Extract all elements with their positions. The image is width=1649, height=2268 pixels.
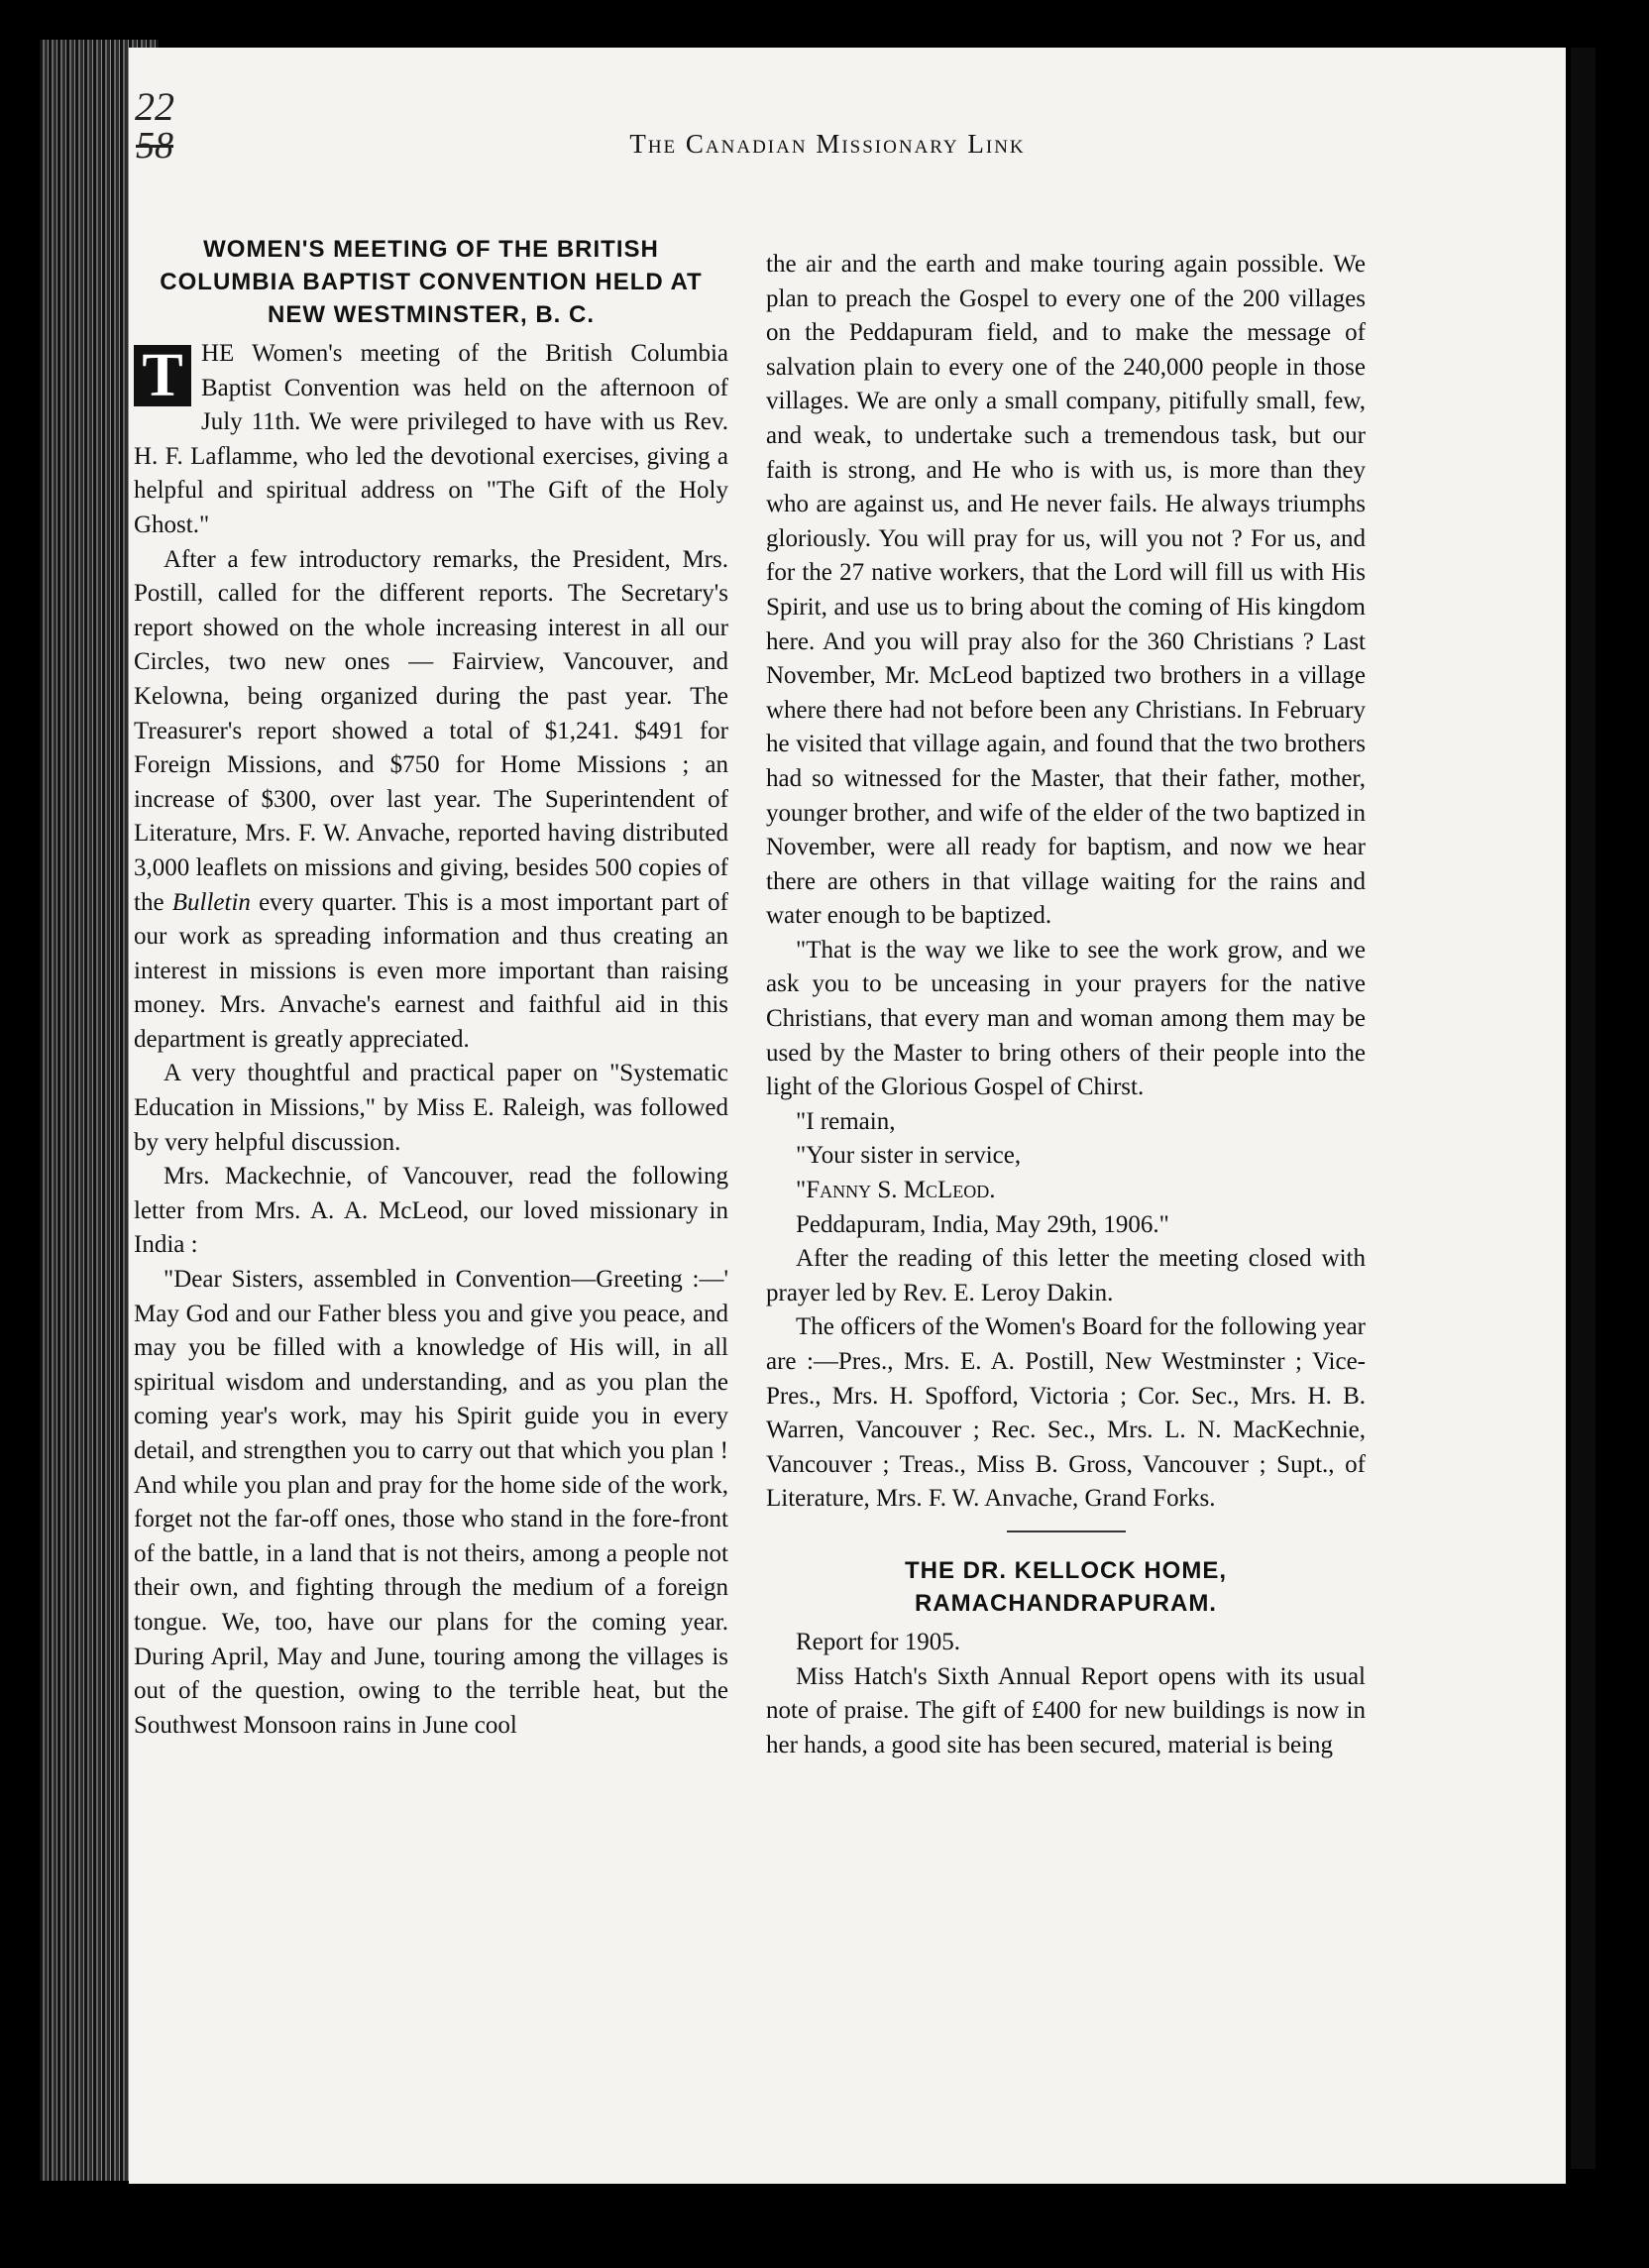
letter-paragraph: "Dear Sisters, assembled in Convention—Greeting :—' May God and our Father bless you and give you peace, and may you be filled with a knowledge of His will, in all spiritual wisdom and understanding, and as you plan the coming year's work, may his Spirit guide you in every detail, and strengthen you to carry out that which you plan ! And while you plan and pray for the home side of the work, forget not the far-off ones, those who stand in the fore-front of the battle, in a land that is not theirs, among a people not their own, and fighting through the medium of a foreign tongue. We, too, have our plans for the coming year. During April, May and June, touring among the villages is out of the question, owing to the terrible heat, but the Southwest Monsoon rains in June cool [134, 1266, 728, 1739]
letter-closing: "I remain, [796, 1107, 896, 1135]
article-title: WOMEN'S MEETING OF THE BRITISH COLUMBIA BAPTIST CONVENTION HELD AT NEW WESTMINSTER, B. C. [160, 236, 703, 328]
letter-closing: "Your sister in service, [796, 1142, 1022, 1170]
paragraph: After the reading of this letter the meeting closed with prayer led by Rev. E. Leroy Dakin. [766, 1245, 1366, 1306]
publication-name: Bulletin [171, 888, 251, 916]
letter-signature: "Fanny S. McLeod. [796, 1177, 996, 1204]
paragraph: A very thoughtful and practical paper on "Systematic Education in Missions," by Miss E. Raleigh, was followed by very helpful discussion. [134, 1060, 728, 1156]
article-subtitle: Report for 1905. [796, 1628, 960, 1655]
letter-paragraph: the air and the earth and make touring again possible. We plan to preach the Gospel to every one of the 200 villages on the Peddapuram field, and to make the message of salvation plain to every one of the 240,000 people in those villages. We are only a small company, pitifully small, few, and weak, to undertake such a tremendous task, but our faith is strong, and He who is with us, is more than they who are against us, and He never fails. He always triumphs gloriously. You will pray for us, will you not ? For us, and for the 27 native workers, that the Lord will fill us with His Spirit, and use us to bring about the coming of His kingdom here. And you will pray also for the 360 Christians ? Last November, Mr. McLeod baptized two brothers in a village where there had not before been any Christians. In February he visited that village again, and found that the two brothers had so witnessed for the Master, that their father, mother, younger brother, and wife of the elder of the two baptized in November, were all ready for baptism, and now we hear there are others in that village waiting for the rains and water enough to be baptized. [766, 251, 1366, 930]
right-column [766, 248, 1366, 1762]
paragraph: Miss Hatch's Sixth Annual Report opens with its usual note of praise. The gift of £400 for new buildings is now in her hands, a good site has been secured, material is being [766, 1662, 1366, 1758]
page-number: 22 [135, 84, 174, 129]
letter-dateline: Peddapuram, India, May 29th, 1906." [796, 1210, 1169, 1238]
paragraph: The officers of the Women's Board for the following year are :—Pres., Mrs. E. A. Postill, New Westminster ; Vice-Pres., Mrs. H. Spofford, Victoria ; Cor. Sec., Mrs. H. B. Warren, Vancouver ; Rec. Sec., Mrs. L. N. MacKechnie, Vancouver ; Treas., Miss B. Gross, Vancouver ; Supt., of Literature, Mrs. F. W. Anvache, Grand Forks. [766, 1313, 1366, 1513]
paragraph: After a few introductory remarks, the President, Mrs. Postill, called for the different reports. The Secretary's report showed on the whole increasing interest in all our Circles, two new ones — Fairview, Vancouver, and Kelowna, being organized during the past year. The Treasurer's report showed a total of $1,241. $491 for Foreign Missions, and $750 for Home Missions ; an increase of $300, over last year. The Superintendent of Literature, Mrs. F. W. Anvache, reported having distributed 3,000 leaflets on missions and giving, besides 500 copies of the Bulletin every quarter. This is a most important part of our work as spreading information and thus creating an interest in missions is even more important than raising money. Mrs. Anvache's earnest and faithful aid in this department is greatly appreciated. [134, 545, 729, 1053]
page-number-original: 58 [136, 125, 173, 167]
running-title: The Canadian Missionary Link [629, 129, 1026, 159]
paragraph: T HE Women's meeting of the British Columbia Baptist Convention was held on the afternoon of July 11th. We were privileged to have with us Rev. H. F. Laflamme, who led the devotional exercises, giving a helpful and spiritual address on "The Gift of the Holy Ghost." [134, 340, 728, 538]
left-column [134, 233, 728, 1743]
paragraph: Mrs. Mackechnie, of Vancouver, read the following letter from Mrs. A. A. McLeod, our loved missionary in India : [134, 1163, 728, 1259]
letter-paragraph: "That is the way we like to see the work grow, and we ask you to be unceasing in your prayers for the native Christians, that every man and woman among them may be used by the Master to bring others of their people into the light of the Glorious Gospel of Chirst. [766, 936, 1366, 1101]
section-divider [1007, 1531, 1126, 1532]
article-title: THE DR. KELLOCK HOME, RAMACHANDRAPURAM. [905, 1556, 1227, 1617]
drop-cap: T [134, 345, 191, 406]
facing-page-edge [1571, 48, 1595, 2169]
